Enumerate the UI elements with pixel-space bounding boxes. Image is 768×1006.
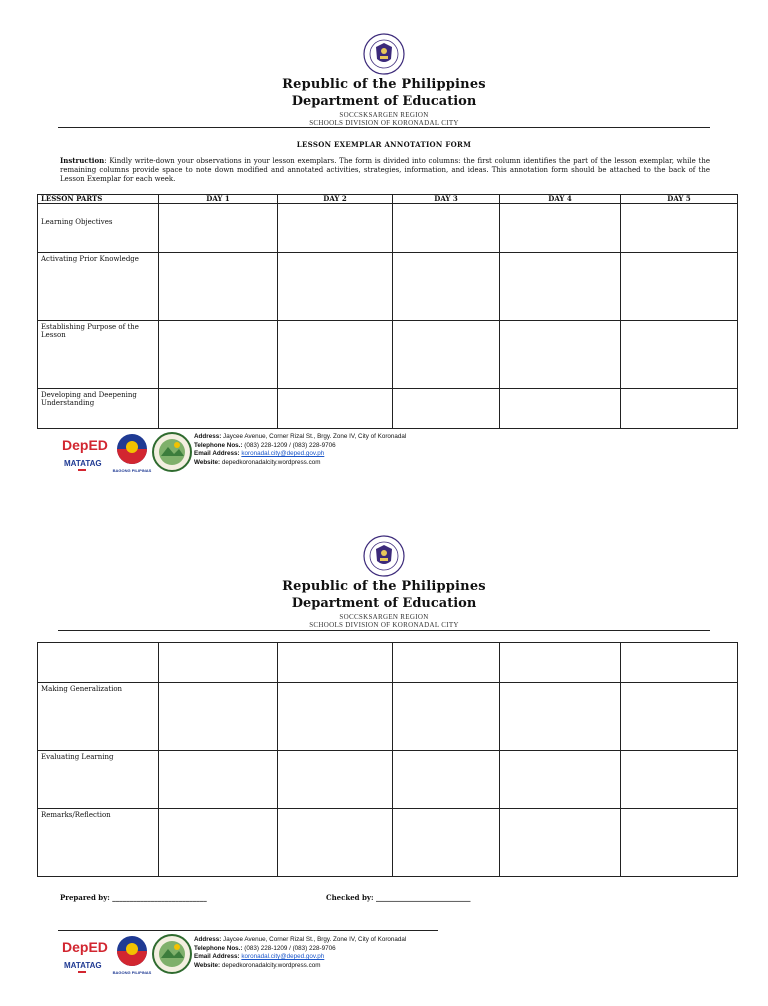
footer-contact-block bbox=[194, 936, 406, 970]
annotation-cell[interactable] bbox=[278, 683, 393, 751]
annotation-cell[interactable] bbox=[278, 643, 393, 683]
bagong-pilipinas-text: BAGONG PILIPINAS bbox=[112, 468, 152, 473]
instruction-label: Instruction bbox=[60, 156, 105, 165]
table-row bbox=[38, 751, 738, 809]
col-header-day5: DAY 5 bbox=[621, 195, 738, 204]
annotation-table-page1 bbox=[37, 194, 738, 429]
website-label: Website: bbox=[194, 458, 221, 466]
lesson-part-label: Making Generalization bbox=[38, 683, 159, 751]
annotation-cell[interactable] bbox=[621, 683, 738, 751]
annotation-cell[interactable] bbox=[159, 321, 278, 389]
annotation-cell[interactable] bbox=[393, 204, 500, 253]
telephone-label: Telephone Nos.: bbox=[194, 944, 243, 952]
annotation-cell[interactable] bbox=[393, 253, 500, 321]
table-row bbox=[38, 683, 738, 751]
annotation-cell[interactable] bbox=[500, 389, 621, 429]
annotation-cell[interactable] bbox=[159, 253, 278, 321]
footer-divider bbox=[58, 428, 438, 429]
region-label: SOCCSKSARGEN REGION bbox=[339, 613, 429, 621]
annotation-cell[interactable] bbox=[500, 321, 621, 389]
annotation-cell[interactable] bbox=[278, 389, 393, 429]
table-row bbox=[38, 809, 738, 877]
header-divider bbox=[58, 127, 710, 128]
annotation-cell[interactable] bbox=[159, 389, 278, 429]
table-row bbox=[38, 204, 738, 253]
republic-heading: Republic of the Philippines bbox=[282, 579, 486, 594]
website-value: depedkoronadalcity.wordpress.com bbox=[221, 961, 321, 969]
annotation-cell[interactable] bbox=[393, 751, 500, 809]
annotation-cell[interactable] bbox=[621, 751, 738, 809]
annotation-cell[interactable] bbox=[621, 321, 738, 389]
annotation-table-page2 bbox=[37, 642, 738, 877]
annotation-cell[interactable] bbox=[278, 751, 393, 809]
division-seal-logo bbox=[152, 933, 192, 975]
annotation-cell[interactable] bbox=[159, 204, 278, 253]
annotation-cell[interactable] bbox=[621, 643, 738, 683]
address-label: Address: bbox=[194, 936, 222, 943]
annotation-cell[interactable] bbox=[278, 253, 393, 321]
annotation-cell[interactable] bbox=[621, 204, 738, 253]
lesson-part-label: Evaluating Learning bbox=[38, 751, 159, 809]
annotation-cell[interactable] bbox=[393, 389, 500, 429]
deped-logo-text: DepED bbox=[62, 437, 108, 453]
annotation-cell[interactable] bbox=[500, 809, 621, 877]
annotation-cell[interactable] bbox=[393, 321, 500, 389]
matatag-text: MATATAG bbox=[64, 459, 102, 468]
lesson-part-label: Remarks/Reflection bbox=[38, 809, 159, 877]
table-row bbox=[38, 253, 738, 321]
department-heading: Department of Education bbox=[291, 596, 477, 611]
annotation-cell[interactable] bbox=[159, 751, 278, 809]
address-value: Jaycee Avenue, Corner Rizal St., Brgy. Zone IV, City of Koronadal bbox=[223, 936, 407, 943]
col-header-day3: DAY 3 bbox=[393, 195, 500, 204]
deped-logo-text: DepED bbox=[62, 939, 108, 955]
annotation-cell[interactable] bbox=[393, 809, 500, 877]
lesson-part-label: Developing and Deepening Understanding bbox=[38, 389, 159, 429]
lesson-part-label bbox=[38, 643, 159, 683]
checked-by-field[interactable]: Checked by: ___________________________ bbox=[326, 893, 471, 902]
bagong-pilipinas-logo bbox=[112, 432, 152, 474]
deped-seal-logo bbox=[363, 33, 405, 75]
telephone-label: Telephone Nos.: bbox=[194, 441, 243, 449]
annotation-cell[interactable] bbox=[393, 683, 500, 751]
lesson-part-label: Learning Objectives bbox=[38, 204, 159, 253]
col-header-day1: DAY 1 bbox=[159, 195, 278, 204]
annotation-cell[interactable] bbox=[621, 389, 738, 429]
annotation-cell[interactable] bbox=[500, 751, 621, 809]
instruction-paragraph bbox=[60, 156, 710, 184]
table-row bbox=[38, 321, 738, 389]
division-seal-logo bbox=[152, 431, 192, 473]
telephone-value: (083) 228-1209 / (083) 228-9706 bbox=[244, 441, 336, 449]
website-label: Website: bbox=[194, 961, 221, 969]
header-divider bbox=[58, 630, 710, 631]
annotation-cell[interactable] bbox=[500, 253, 621, 321]
deped-matatag-logo bbox=[60, 434, 108, 474]
telephone-value: (083) 228-1209 / (083) 228-9706 bbox=[244, 944, 336, 952]
lesson-part-label: Activating Prior Knowledge bbox=[38, 253, 159, 321]
address-label: Address: bbox=[194, 433, 222, 440]
department-heading: Department of Education bbox=[291, 94, 477, 109]
address-value: Jaycee Avenue, Corner Rizal St., Brgy. Zone IV, City of Koronadal bbox=[223, 433, 407, 440]
annotation-cell[interactable] bbox=[393, 643, 500, 683]
bagong-pilipinas-logo bbox=[112, 934, 152, 976]
email-link[interactable]: koronadal.city@deped.gov.ph bbox=[241, 450, 325, 458]
table-header-row bbox=[38, 195, 738, 204]
annotation-cell[interactable] bbox=[500, 643, 621, 683]
annotation-cell[interactable] bbox=[278, 204, 393, 253]
lesson-part-label: Establishing Purpose of the Lesson bbox=[38, 321, 159, 389]
republic-heading: Republic of the Philippines bbox=[282, 77, 486, 92]
email-link[interactable]: koronadal.city@deped.gov.ph bbox=[241, 953, 325, 961]
footer-divider bbox=[58, 930, 438, 931]
division-label: SCHOOLS DIVISION OF KORONADAL CITY bbox=[309, 119, 459, 127]
division-label: SCHOOLS DIVISION OF KORONADAL CITY bbox=[309, 621, 459, 629]
email-label: Email Address: bbox=[194, 450, 240, 458]
annotation-cell[interactable] bbox=[159, 683, 278, 751]
col-header-lesson-parts: LESSON PARTS bbox=[38, 195, 159, 204]
table-row bbox=[38, 643, 738, 683]
footer-contact-block bbox=[194, 433, 406, 467]
instruction-text: : Kindly write-down your observations in your lesson exemplars. The form is divided into columns: the first column identifies the part of the lesson exemplar, while the remaining columns provide space to note down modified and annotated activities, strategies, information, and ideas. This annotation form should be attached to the back of the Lesson Exemplar for each week. bbox=[60, 157, 710, 183]
website-value: depedkoronadalcity.wordpress.com bbox=[221, 458, 321, 466]
email-label: Email Address: bbox=[194, 953, 240, 961]
region-label: SOCCSKSARGEN REGION bbox=[339, 111, 429, 119]
bagong-pilipinas-text: BAGONG PILIPINAS bbox=[112, 970, 152, 975]
deped-matatag-logo bbox=[60, 936, 108, 976]
deped-seal-logo bbox=[363, 535, 405, 577]
annotation-cell[interactable] bbox=[278, 321, 393, 389]
matatag-text: MATATAG bbox=[64, 961, 102, 970]
form-title: LESSON EXEMPLAR ANNOTATION FORM bbox=[296, 140, 472, 149]
annotation-cell[interactable] bbox=[278, 809, 393, 877]
table-row bbox=[38, 389, 738, 429]
annotation-cell[interactable] bbox=[621, 253, 738, 321]
col-header-day2: DAY 2 bbox=[278, 195, 393, 204]
annotation-cell[interactable] bbox=[500, 683, 621, 751]
col-header-day4: DAY 4 bbox=[500, 195, 621, 204]
annotation-cell[interactable] bbox=[500, 204, 621, 253]
annotation-cell[interactable] bbox=[621, 809, 738, 877]
prepared-by-field[interactable]: Prepared by: ___________________________ bbox=[60, 893, 207, 902]
annotation-cell[interactable] bbox=[159, 809, 278, 877]
annotation-cell[interactable] bbox=[159, 643, 278, 683]
